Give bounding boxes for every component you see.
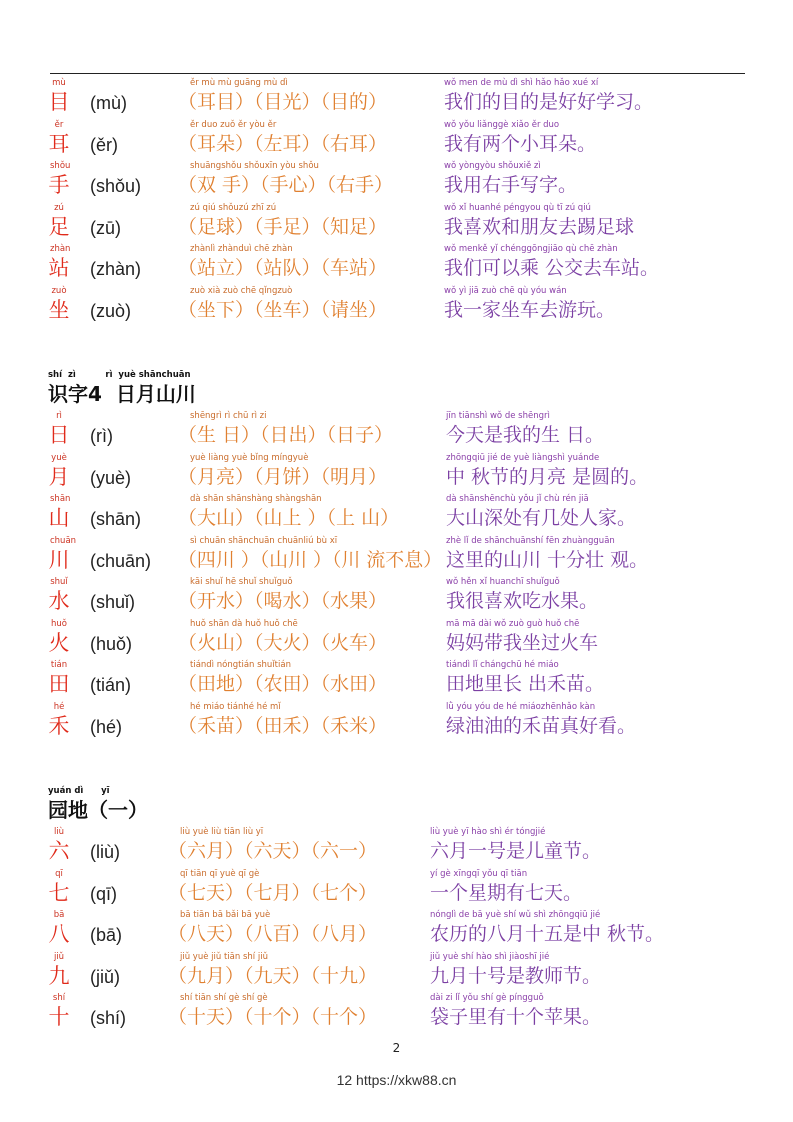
sentence-pinyin: wǒ menkě yǐ chénggōngjiāo qù chē zhàn xyxy=(444,244,618,254)
hanzi-char: 手 xyxy=(48,173,70,197)
word-group: （月亮）（月饼）（明月） xyxy=(178,465,388,488)
char-reading: (shān) xyxy=(90,509,142,529)
section-title-text: 识字4 日月山川 xyxy=(48,382,196,406)
char-pinyin: zú xyxy=(54,202,64,213)
words-pinyin: liù yuè liù tiān liù yī xyxy=(180,827,264,837)
hanzi-char: 坐 xyxy=(48,297,70,322)
word-group: （开水）（喝水）（水果） xyxy=(178,590,388,612)
word-group: （耳目）（目光）（目的） xyxy=(178,91,388,113)
char-reading: (liù) xyxy=(90,842,120,862)
char-reading: (yuè) xyxy=(90,467,132,488)
hanzi-char: 十 xyxy=(48,1005,70,1029)
sentence-pinyin: zhè lǐ de shānchuānshí fēn zhuàngguān xyxy=(446,535,615,546)
example-sentence: 这里的山川 十分壮 观。 xyxy=(446,548,649,571)
word-group: （火山）（大火）（火车） xyxy=(178,631,388,654)
word-group: （六月）（六天）（六一） xyxy=(168,840,378,862)
hanzi-char: 目 xyxy=(48,90,70,114)
sentence-pinyin: lǜ yóu yóu de hé miáozhēnhǎo kàn xyxy=(446,701,596,712)
char-reading: (shǒu) xyxy=(90,176,142,196)
char-pinyin: zuò xyxy=(51,285,67,296)
hanzi-char: 山 xyxy=(48,506,70,530)
words-pinyin: huǒ shān dà huǒ huǒ chē xyxy=(190,618,298,629)
word-group: （足球）（手足）（知足） xyxy=(178,215,388,238)
word-group: （九月）（九天）（十九） xyxy=(168,964,378,987)
words-pinyin: sì chuān shānchuān chuānliú bù xī xyxy=(190,535,338,546)
char-reading: (ěr) xyxy=(90,134,118,155)
word-group: （站立）（站队）（车站） xyxy=(178,257,388,279)
word-group: （八天）（八百）（八月） xyxy=(168,923,378,945)
char-row xyxy=(0,411,793,453)
word-group: （田地）（农田）（水田） xyxy=(178,673,388,695)
hanzi-char: 禾 xyxy=(48,713,70,738)
example-sentence: 一个星期有七天。 xyxy=(430,881,583,904)
section-title-text: 园地（一） xyxy=(48,798,148,822)
char-pinyin: hé xyxy=(53,701,65,712)
sentence-pinyin: nónglì de bā yuè shí wǔ shì zhōngqiū jié xyxy=(430,910,601,920)
hanzi-char: 月 xyxy=(48,464,70,489)
sentence-pinyin: dà shānshēnchù yǒu jǐ chù rén jiā xyxy=(446,494,589,504)
example-sentence: 我喜欢和朋友去踢足球 xyxy=(444,215,635,238)
word-group: （禾苗）（田禾）（禾米） xyxy=(178,714,388,737)
char-pinyin: bā xyxy=(53,910,65,920)
example-sentence: 袋子里有十个苹果。 xyxy=(430,1006,602,1028)
word-group: （十天）（十个）（十个） xyxy=(168,1006,378,1028)
hanzi-char: 火 xyxy=(48,630,70,655)
char-row xyxy=(0,619,793,661)
char-reading: (rì) xyxy=(90,426,113,446)
example-sentence: 我有两个小耳朵。 xyxy=(444,132,597,155)
char-row xyxy=(0,78,793,120)
words-pinyin: kāi shuǐ hē shuǐ shuǐguǒ xyxy=(190,577,293,587)
section-title xyxy=(48,370,196,406)
char-reading: (zū) xyxy=(90,217,121,238)
char-pinyin: shuǐ xyxy=(50,577,68,587)
sentence-pinyin: yí gè xīngqī yǒu qī tiān xyxy=(430,868,528,879)
example-sentence: 六月一号是儿童节。 xyxy=(430,840,602,862)
words-pinyin: yuè liàng yuè bǐng míngyuè xyxy=(190,452,309,463)
example-sentence: 我用右手写字。 xyxy=(444,174,578,196)
sentence-pinyin: wǒ yǒu liǎnggè xiǎo ěr duo xyxy=(444,119,560,130)
char-row xyxy=(0,120,793,162)
char-row xyxy=(0,660,793,702)
word-group: （双 手）（手心）（右手） xyxy=(178,174,394,196)
hanzi-char: 田 xyxy=(48,672,70,696)
sentence-pinyin: wǒ xǐ huanhé péngyou qù tī zú qiú xyxy=(444,202,591,213)
char-reading: (huǒ) xyxy=(90,633,133,654)
char-pinyin: yuè xyxy=(51,452,67,463)
word-group: （耳朵）（左耳）（右耳） xyxy=(178,132,388,155)
sentence-pinyin: wǒ yì jiā zuò chē qù yóu wán xyxy=(444,285,567,296)
words-pinyin: ěr mù mù guāng mù dì xyxy=(190,78,288,88)
footer-url: 12 https://xkw88.cn xyxy=(336,1072,457,1088)
char-reading: (qī) xyxy=(90,883,117,904)
char-pinyin: mù xyxy=(52,78,66,88)
char-reading: (shí) xyxy=(90,1008,126,1028)
char-row xyxy=(0,910,793,952)
hanzi-char: 川 xyxy=(48,547,70,572)
char-pinyin: zhàn xyxy=(50,244,71,254)
hanzi-char: 水 xyxy=(48,589,70,613)
char-row xyxy=(0,577,793,619)
words-pinyin: shēngrì rì chū rì zi xyxy=(190,411,267,421)
words-pinyin: zhànlì zhànduì chē zhàn xyxy=(190,244,293,254)
words-pinyin: bā tiān bā bǎi bā yuè xyxy=(180,910,271,920)
sentence-pinyin: wǒ yòngyòu shǒuxiě zì xyxy=(444,161,541,171)
hanzi-char: 九 xyxy=(48,963,70,988)
word-group: （大山）（山上 ）（上 山） xyxy=(178,507,400,529)
example-sentence: 田地里长 出禾苗。 xyxy=(446,673,605,695)
example-sentence: 大山深处有几处人家。 xyxy=(446,507,637,529)
sentence-pinyin: wǒ hěn xǐ huanchī shuǐguǒ xyxy=(446,577,560,587)
example-sentence: 今天是我的生 日。 xyxy=(446,424,605,446)
example-sentence: 我们可以乘 公交去车站。 xyxy=(444,257,660,279)
word-group: （生 日）（日出）（日子） xyxy=(178,424,394,446)
section-title xyxy=(48,786,148,822)
words-pinyin: shuāngshǒu shǒuxīn yòu shǒu xyxy=(190,161,319,171)
words-pinyin: qī tiān qī yuè qī gè xyxy=(180,868,260,879)
char-row xyxy=(0,244,793,286)
example-sentence: 农历的八月十五是中 秋节。 xyxy=(430,923,665,945)
char-reading: (tián) xyxy=(90,675,132,695)
hanzi-char: 八 xyxy=(48,922,70,946)
char-row xyxy=(0,993,793,1035)
char-pinyin: liù xyxy=(53,827,65,837)
example-sentence: 九月十号是教师节。 xyxy=(430,964,602,987)
char-pinyin: ěr xyxy=(54,119,64,130)
sentence-pinyin: wǒ men de mù dì shì hǎo hǎo xué xí xyxy=(444,78,599,88)
words-pinyin: dà shān shānshàng shàngshān xyxy=(190,494,322,504)
page-number: 2 xyxy=(392,1041,401,1055)
char-row xyxy=(0,536,793,578)
char-reading: (jiǔ) xyxy=(90,966,120,987)
sentence-pinyin: mā mā dài wǒ zuò guò huǒ chē xyxy=(446,618,580,629)
char-reading: (mù) xyxy=(90,93,127,113)
char-row xyxy=(0,453,793,495)
char-reading: (zhàn) xyxy=(90,259,142,279)
char-row xyxy=(0,952,793,994)
hanzi-char: 站 xyxy=(48,256,70,280)
char-reading: (chuān) xyxy=(90,550,152,571)
hanzi-char: 日 xyxy=(48,423,70,447)
char-row xyxy=(0,494,793,536)
sentence-pinyin: zhōngqiū jié de yuè liàngshì yuánde xyxy=(446,452,600,463)
words-pinyin: hé miáo tiánhé hé mǐ xyxy=(190,701,281,712)
top-rule xyxy=(50,73,745,74)
sentence-pinyin: liù yuè yī hào shì ér tóngjié xyxy=(430,827,546,837)
char-pinyin: tián xyxy=(50,660,68,670)
char-row xyxy=(0,286,793,328)
hanzi-char: 六 xyxy=(48,839,70,863)
word-group: （四川 ）（山川 ）（川 流不息） xyxy=(178,548,443,571)
sentence-pinyin: jiǔ yuè shí hào shì jiàoshī jié xyxy=(430,951,550,962)
example-sentence: 我一家坐车去游玩。 xyxy=(444,298,616,321)
sentence-pinyin: tiándì lǐ chángchū hé miáo xyxy=(446,660,559,670)
words-pinyin: zuò xià zuò chē qǐngzuò xyxy=(190,285,293,296)
char-pinyin: huǒ xyxy=(51,618,67,629)
char-reading: (shuǐ) xyxy=(90,592,136,612)
example-sentence: 我们的目的是好好学习。 xyxy=(444,91,654,113)
word-group: （七天）（七月）（七个） xyxy=(168,881,378,904)
char-row xyxy=(0,827,793,869)
hanzi-char: 七 xyxy=(48,880,70,905)
char-row xyxy=(0,869,793,911)
char-pinyin: chuān xyxy=(50,535,77,546)
words-pinyin: zú qiú shǒuzú zhī zú xyxy=(190,202,277,213)
words-pinyin: shí tiān shí gè shí gè xyxy=(180,993,268,1003)
char-reading: (hé) xyxy=(90,716,123,737)
char-pinyin: jiǔ xyxy=(53,951,65,962)
sentence-pinyin: dài zi lǐ yǒu shí gè píngguǒ xyxy=(430,993,544,1003)
example-sentence: 妈妈带我坐过火车 xyxy=(446,631,599,654)
char-pinyin: shí xyxy=(52,993,66,1003)
char-pinyin: qī xyxy=(55,868,63,879)
section-title-pinyin: shí zì rì yuè shānchuān xyxy=(48,370,191,380)
example-sentence: 中 秋节的月亮 是圆的。 xyxy=(446,465,649,488)
example-sentence: 我很喜欢吃水果。 xyxy=(446,590,599,612)
char-reading: (bā) xyxy=(90,925,123,945)
char-row xyxy=(0,161,793,203)
hanzi-char: 足 xyxy=(48,214,70,239)
char-pinyin: rì xyxy=(56,411,62,421)
char-reading: (zuò) xyxy=(90,300,132,321)
word-group: （坐下）（坐车）（请坐） xyxy=(178,298,388,321)
sentence-pinyin: jīn tiānshì wǒ de shēngrì xyxy=(446,411,550,421)
words-pinyin: jiǔ yuè jiǔ tiān shí jiǔ xyxy=(180,951,268,962)
section-title-pinyin: yuán dì yī xyxy=(48,786,110,796)
example-sentence: 绿油油的禾苗真好看。 xyxy=(446,714,637,737)
words-pinyin: tiándì nóngtián shuǐtián xyxy=(190,660,291,670)
char-pinyin: shān xyxy=(50,494,71,504)
words-pinyin: ěr duo zuǒ ěr yòu ěr xyxy=(190,119,277,130)
char-row xyxy=(0,203,793,245)
char-row xyxy=(0,702,793,744)
char-pinyin: shǒu xyxy=(50,161,71,171)
hanzi-char: 耳 xyxy=(48,131,70,156)
